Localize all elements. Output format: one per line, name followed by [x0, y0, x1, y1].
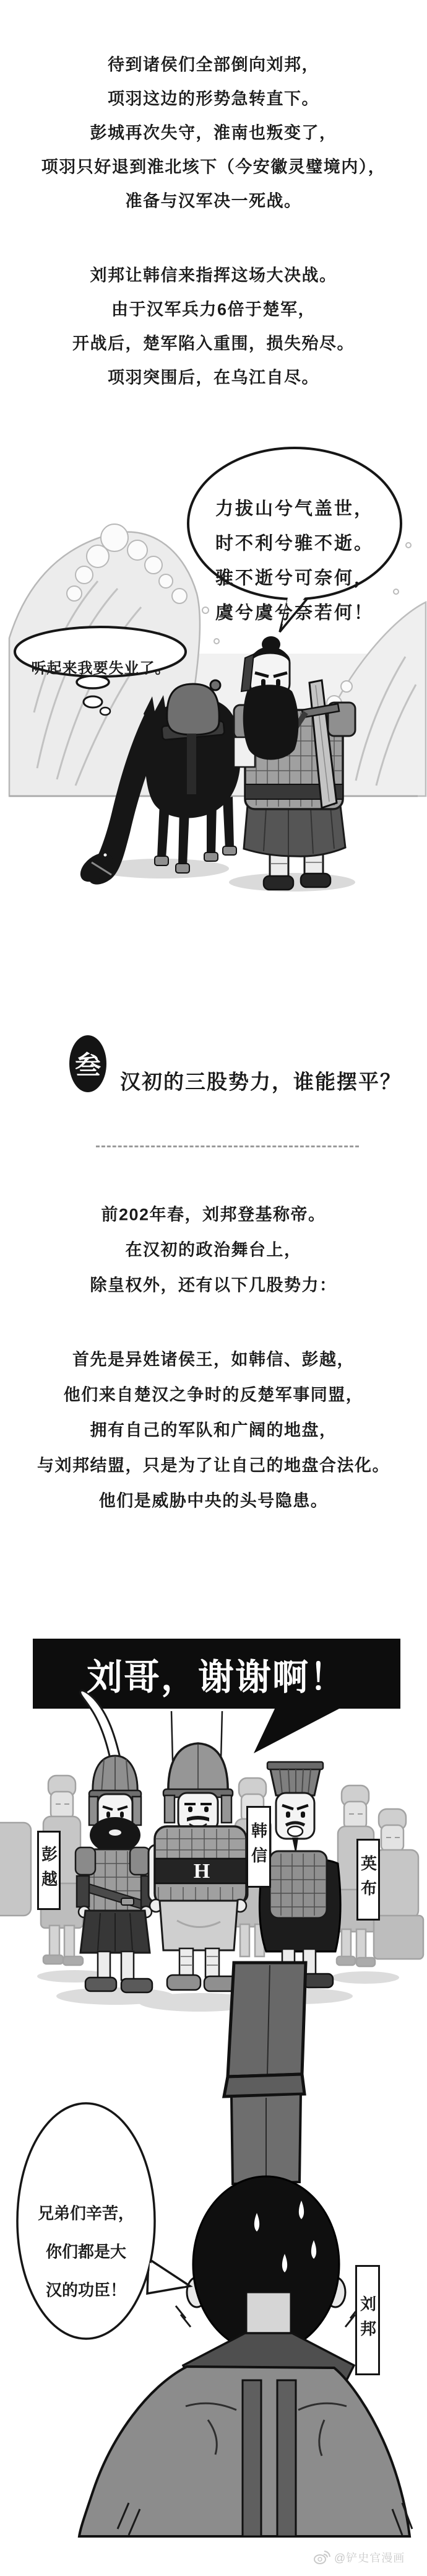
liubang-hat [224, 1963, 306, 2184]
para3-line: 首先是异姓诸侯王，如韩信、彭越， [72, 1350, 355, 1369]
para3-line: 他们是威胁中央的头号隐患。 [98, 1491, 329, 1510]
intro-line: 开战后，楚军陷入重围，损失殆尽。 [72, 334, 355, 353]
panel2-three-kings-scene [0, 1629, 427, 2540]
para2-line: 前202年春，刘邦登基称帝。 [101, 1205, 326, 1224]
intro-line: 刘邦让韩信来指挥这场大决战。 [90, 266, 337, 285]
para3-line: 他们来自楚汉之争时的反楚军事同盟， [63, 1385, 364, 1404]
watermark-handle: @铲史官漫画 [334, 2552, 405, 2564]
section-number-glyph: 叁 [74, 1051, 101, 1080]
name-label-yingbu: 英布 [356, 1839, 380, 1921]
verse-line: 骓不逝兮可奈何， [215, 568, 374, 589]
weibo-icon [313, 2549, 330, 2565]
liubang-speech-line: 兄弟们辛苦， [37, 2204, 134, 2223]
horse-thought-text: 听起来我要失业了。 [31, 660, 171, 677]
yingbu-figure [259, 1762, 340, 1987]
xiangyu-armor-skirt [244, 805, 345, 856]
hanxin-face [178, 1793, 218, 1830]
para2-line: 除皇权外，还有以下几股势力： [90, 1276, 337, 1295]
intro-line: 彭城再次失守，淮南也叛变了， [90, 123, 337, 142]
name-label-pengyue: 彭越 [37, 1831, 61, 1910]
intro-line: 项羽突围后，在乌江自尽。 [108, 368, 319, 387]
intro-line: 项羽只好退到淮北垓下（今安徽灵璧境内）， [41, 157, 386, 177]
intro-line: 准备与汉军决一死战。 [125, 191, 302, 211]
name-label-hanxin: 韩信 [246, 1806, 271, 1888]
intro-line: 项羽这边的形势急转直下。 [108, 89, 319, 108]
watermark [313, 2546, 425, 2569]
yingbu-lamellar-vest [270, 1851, 327, 1918]
intro-line: 由于汉军兵力6倍于楚军， [111, 300, 316, 319]
verse-line: 时不利兮骓不逝。 [215, 533, 374, 554]
hanxin-apron [160, 1901, 238, 1950]
hanxin-figure [149, 1711, 248, 1991]
para3-line: 与刘邦结盟，只是为了让自己的地盘合法化。 [37, 1456, 390, 1475]
xiangyu-topknot [262, 636, 280, 652]
section-title: 汉初的三股势力，谁能摆平？ [120, 1070, 402, 1093]
hanxin-belt-monogram: H [193, 1860, 210, 1883]
section-number-badge [69, 1035, 106, 1092]
para2-line: 在汉初的政治舞台上， [125, 1240, 302, 1260]
liubang-speech-line: 汉的功臣！ [45, 2280, 126, 2300]
pengyue-figure [75, 1691, 153, 1992]
xiangyu-beard [243, 685, 299, 760]
yingbu-mouth [288, 1826, 303, 1836]
para3-line: 拥有自己的军队和广阔的地盘， [90, 1421, 337, 1440]
intro-line: 待到诸侯们全部倒向刘邦， [108, 55, 319, 74]
banner-text: 刘哥，谢谢啊！ [86, 1657, 347, 1698]
verse-line: 虞兮虞兮奈若何！ [215, 603, 374, 623]
dashed-divider [96, 1146, 359, 1147]
verse-line: 力拔山兮气盖世， [215, 499, 374, 519]
liubang-speech-line: 你们都是大 [45, 2242, 126, 2261]
name-label-liubang: 刘邦 [355, 2265, 380, 2375]
